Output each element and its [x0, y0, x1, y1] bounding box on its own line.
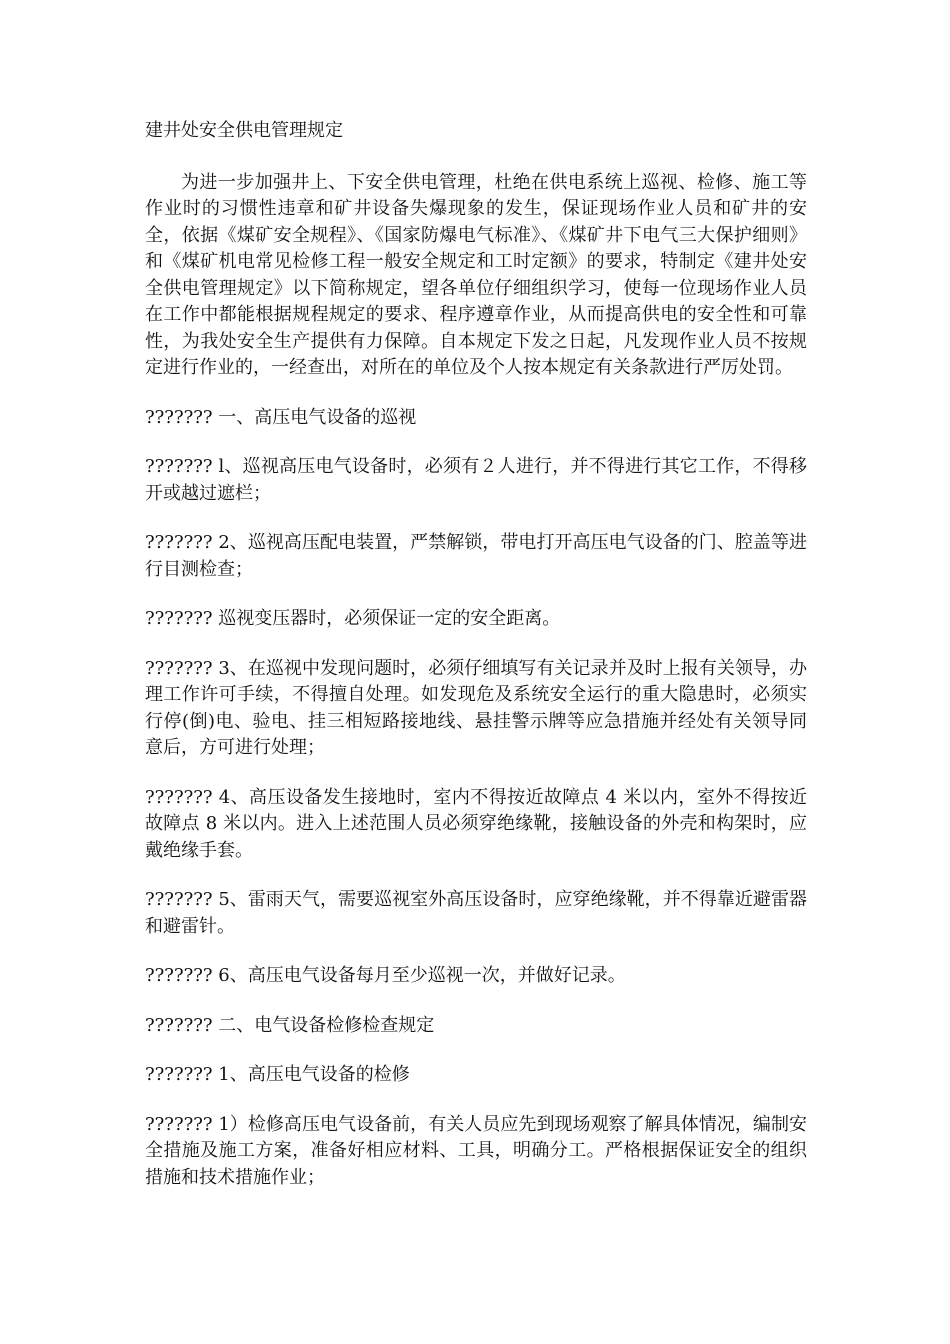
document-title: 建井处安全供电管理规定 — [145, 120, 343, 141]
clause-paragraph: ??????? 5、雷雨天气，需要巡视室外高压设备时，应穿绝缘靴，并不得靠近避雷器和避雷针。 — [145, 889, 807, 937]
clause-paragraph: ??????? l、巡视高压电气设备时，必须有２人进行，并不得进行其它工作，不得移开或越过遮栏； — [145, 456, 807, 504]
clause-paragraph: ??????? 4、高压设备发生接地时，室内不得按近故障点 4 米以内，室外不得按近故障点 8 米以内。进入上述范围人员必须穿绝缘靴，接触设备的外壳和构架时，应戴绝缘手套。 — [145, 786, 807, 861]
clause-paragraph: ??????? 1）检修高压电气设备前，有关人员应先到现场观察了解具体情况，编制安全措施及施工方案，准备好相应材料、工具，明确分工。严格根据保证安全的组织措施和技术措施作业； — [145, 1113, 807, 1188]
clause-paragraph: ??????? 6、高压电气设备每月至少巡视一次，并做好记录。 — [145, 965, 626, 986]
intro-paragraph: 为进一步加强井上、下安全供电管理，杜绝在供电系统上巡视、检修、施工等作业时的习惯性违章和矿井设备失爆现象的发生，保证现场作业人员和矿井的安全，依据《煤矿安全规程》、《国家防爆电气标准》、《煤矿井下电气三大保护细则》和《煤矿机电常见检修工程一般安全规定和工时定额》的要求，特制定《建井处安全供电管理规定》以下简称规定，望各单位仔细组织学习，使每一位现场作业人员在工作中都能根据规程规定的要求、程序遵章作业，从而提高供电的安全性和可靠性，为我处安全生产提供有力保障。自本规定下发之日起，凡发现作业人员不按规定进行作业的，一经查出，对所在的单位及个人按本规定有关条款进行严厉处罚。 — [145, 171, 807, 378]
document-body — [145, 118, 807, 1214]
clause-paragraph: ??????? 2、巡视高压配电装置，严禁解锁，带电打开高压电气设备的门、腔盖等进行目测检查； — [145, 532, 807, 580]
section-heading-inspection: ??????? 一、高压电气设备的巡视 — [145, 406, 417, 428]
section-heading-maintenance: ??????? 二、电气设备检修检查规定 — [145, 1014, 435, 1036]
subsection-heading: ??????? 1、高压电气设备的检修 — [145, 1064, 410, 1085]
clause-paragraph: ??????? 3、在巡视中发现问题时，必须仔细填写有关记录并及时上报有关领导，办理工作许可手续，不得擅自处理。如发现危及系统安全运行的重大隐患时，必须实行停(倒)电、验电、挂三相短路接地线、悬挂警示牌等应急措施并经处有关领导同意后，方可进行处理； — [145, 657, 807, 758]
clause-paragraph: ??????? 巡视变压器时，必须保证一定的安全距离。 — [145, 608, 561, 629]
